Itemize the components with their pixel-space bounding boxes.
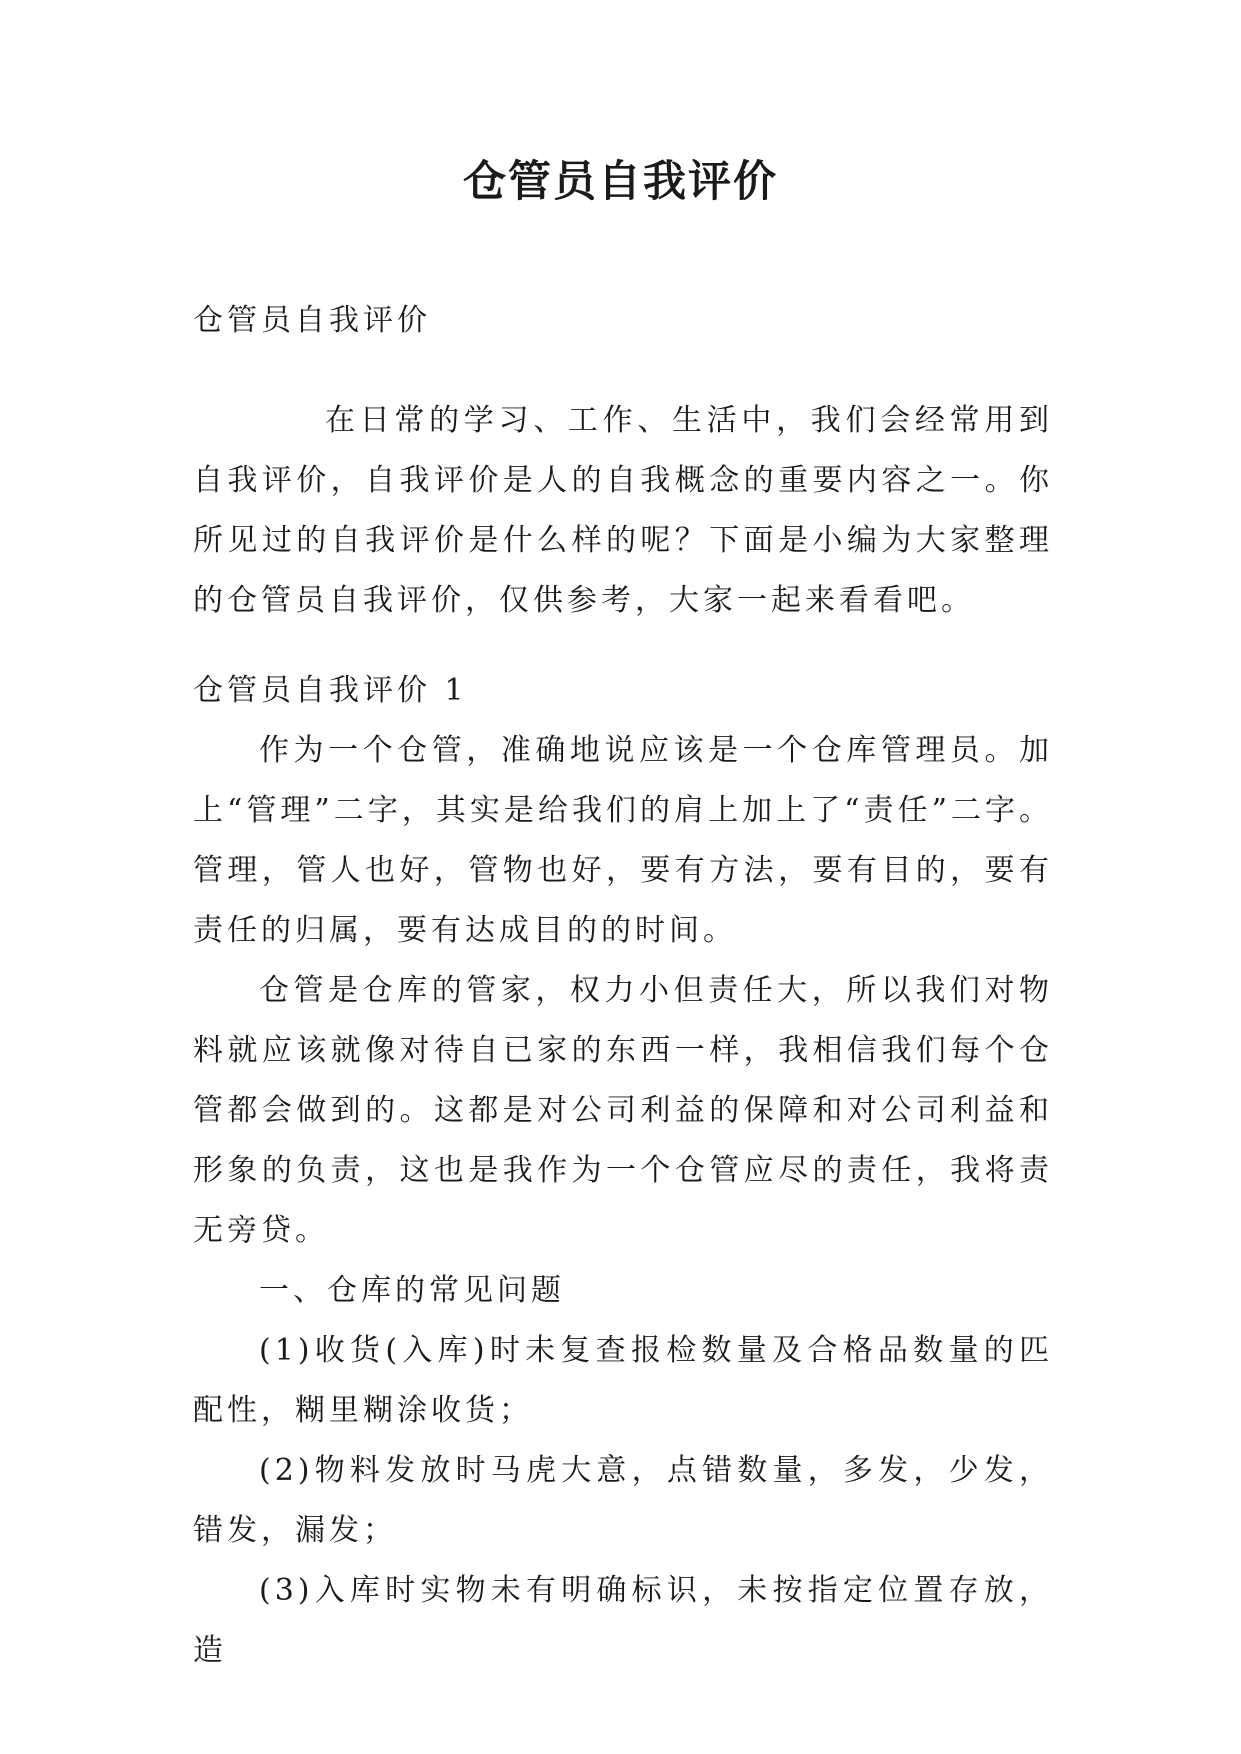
body-paragraph: 仓管是仓库的管家，权力小但责任大，所以我们对物料就应该就像对待自已家的东西一样，我相信我们每个仓管都会做到的。这都是对公司利益的保障和对公司利益和形象的负责，这也是我作为一个仓管应尽的责任，我将责无旁贷。 xyxy=(193,973,1053,1248)
subsection-heading: 仓管员自我评价 1 xyxy=(193,673,468,708)
section-heading: 仓管员自我评价 xyxy=(193,303,431,338)
intro-paragraph: 在日常的学习、工作、生活中，我们会经常用到自我评价，自我评价是人的自我概念的重要内容之一。你所见过的自我评价是什么样的呢？下面是小编为大家整理的仓管员自我评价，仅供参考，大家一起来看看吧。 xyxy=(193,403,1053,618)
document-title: 仓管员自我评价 xyxy=(463,157,778,207)
list-item: (3)入库时实物未有明确标识，未按指定位置存放，造 xyxy=(193,1573,1053,1668)
list-item: (1)收货(入库)时未复查报检数量及合格品数量的匹配性，糊里糊涂收货； xyxy=(193,1333,1053,1428)
body-paragraph: 作为一个仓管，准确地说应该是一个仓库管理员。加上“管理”二字，其实是给我们的肩上加上了“责任”二字。管理，管人也好，管物也好，要有方法，要有目的，要有责任的归属，要有达成目的的时间。 xyxy=(193,733,1053,948)
list-item: (2)物料发放时马虎大意，点错数量，多发，少发，错发，漏发； xyxy=(193,1453,1053,1548)
document-body xyxy=(193,291,1053,1681)
list-heading: 一、仓库的常见问题 xyxy=(259,1273,565,1308)
